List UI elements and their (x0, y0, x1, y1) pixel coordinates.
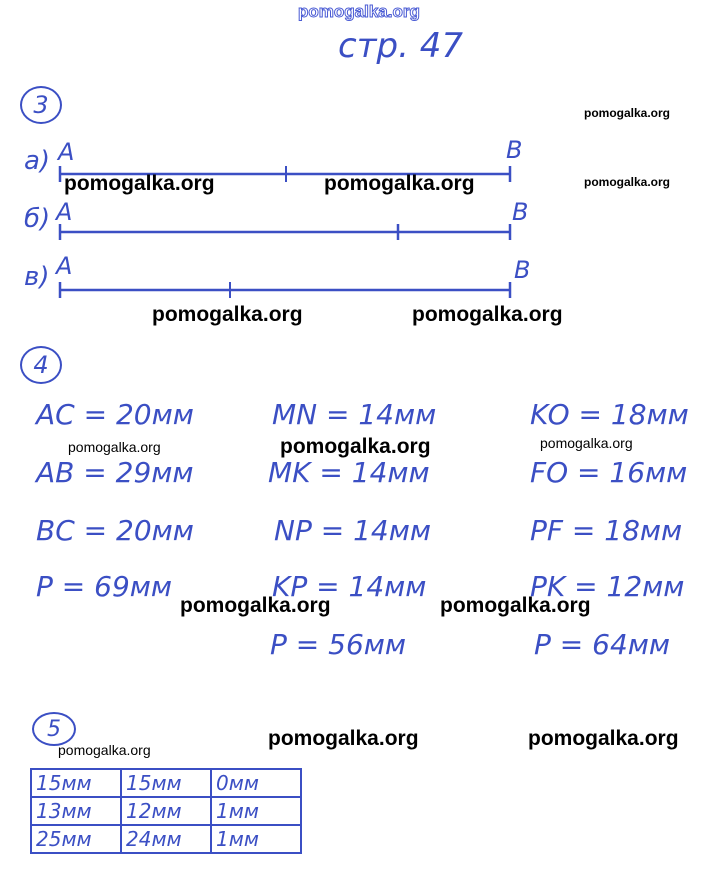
watermark: pomogalka.org (584, 175, 671, 189)
segment-c-label: в) (24, 262, 50, 292)
segment-b-label: б) (24, 204, 51, 234)
table-cell: 24мм (121, 825, 211, 853)
table-cell: 1мм (211, 797, 301, 825)
task4-col1-row1: AC = 20мм (36, 398, 194, 431)
task4-col3-row4: PK = 12мм (530, 570, 685, 603)
watermark: pomogalka.org (324, 172, 475, 195)
table-cell: 1мм (211, 825, 301, 853)
header-site-link[interactable]: pomogalka.org (298, 2, 420, 21)
segment-a-end: B (506, 136, 523, 164)
watermark: pomogalka.org (528, 727, 679, 750)
task4-number (20, 346, 62, 384)
task3-number-text: 3 (33, 91, 49, 119)
segment-c-end: B (514, 256, 531, 284)
watermark: pomogalka.org (268, 727, 419, 750)
task4-col2-row5: P = 56мм (270, 628, 407, 661)
task4-col2-row4: KP = 14мм (272, 570, 427, 603)
task5-number-text: 5 (47, 716, 61, 742)
task4-col3-row5: P = 64мм (534, 628, 671, 661)
task4-col3-row2: FO = 16мм (530, 456, 688, 489)
watermark: pomogalka.org (412, 303, 563, 326)
table-cell: 25мм (31, 825, 121, 853)
watermark: pomogalka.org (280, 435, 431, 458)
task4-col2-row3: NP = 14мм (274, 514, 431, 547)
watermark: pomogalka.org (180, 594, 331, 617)
watermark: pomogalka.org (584, 106, 671, 120)
table-cell: 15мм (121, 769, 211, 797)
segment-a-label: а) (24, 146, 51, 176)
task4-col2-row1: MN = 14мм (272, 398, 437, 431)
task4-col2-row2: MK = 14мм (268, 456, 430, 489)
table-cell: 0мм (211, 769, 301, 797)
table-cell: 13мм (31, 797, 121, 825)
task5-table (30, 768, 302, 854)
segment-b-end: B (512, 198, 529, 226)
segment-b-start: A (56, 198, 73, 226)
task4-col1-row4: P = 69мм (36, 570, 173, 603)
table-row (31, 825, 301, 853)
page-number: стр. 47 (338, 26, 463, 66)
watermark: pomogalka.org (64, 172, 215, 195)
segment-c-start: A (56, 252, 73, 280)
table-row (31, 797, 301, 825)
task4-number-text: 4 (33, 351, 49, 379)
watermark: pomogalka.org (58, 742, 151, 758)
task4-col1-row2: AB = 29мм (36, 456, 194, 489)
table-cell: 15мм (31, 769, 121, 797)
table-row (31, 769, 301, 797)
task4-col1-row3: BC = 20мм (36, 514, 194, 547)
task4-col3-row1: KO = 18мм (530, 398, 689, 431)
task4-col3-row3: PF = 18мм (530, 514, 683, 547)
watermark: pomogalka.org (68, 439, 161, 455)
segment-a-start: A (58, 138, 75, 166)
watermark: pomogalka.org (540, 435, 633, 451)
watermark: pomogalka.org (152, 303, 303, 326)
table-cell: 12мм (121, 797, 211, 825)
task5-number (32, 712, 76, 746)
watermark: pomogalka.org (440, 594, 591, 617)
